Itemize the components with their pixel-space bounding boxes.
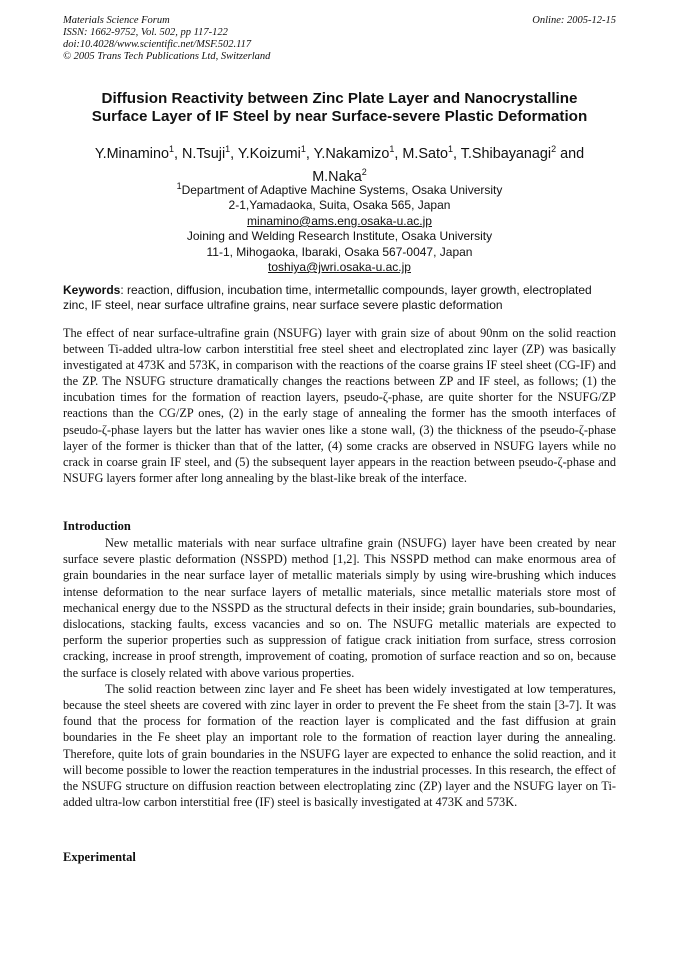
doi-line[interactable]: doi:10.4028/www.scientific.net/MSF.502.117 xyxy=(63,39,252,50)
affiliations xyxy=(63,179,616,275)
issn-line: ISSN: 1662-9752, Vol. 502, pp 117-122 xyxy=(63,27,228,38)
affiliation-1-address: 2-1,Yamadaoka, Suita, Osaka 565, Japan xyxy=(228,198,451,213)
affiliation-1-email-link[interactable]: minamino@ams.eng.osaka-u.ac.jp xyxy=(247,213,432,228)
author: Y.Minamino$^1$, xyxy=(94,144,182,162)
section-heading-introduction: Introduction xyxy=(63,519,131,533)
author: M.Sato$^1$, xyxy=(402,144,461,162)
keywords-label: Keywords xyxy=(63,283,121,297)
section-heading-experimental: Experimental xyxy=(63,850,136,864)
journal-name: Materials Science Forum xyxy=(63,15,170,26)
intro-paragraph-1: New metallic materials with near surface ultrafine grain (NSUFG) layer have been created by near surface severe plastic deformation (NSSPD) method [1,2]. This NSSPD method can make enormous area of grain boundaries in the near surface layer of metallic materials simply by using wire-brushing which induces intense deformation to the near surface layers of metallic materials, since metallic materials store most of mechanical energy due to the NSSPD as the structural defects in their inside; grain boundaries, sub-boundaries, dislocations, stacking faults, excess vacancies and so on. The NSUFG metallic materials are expected to perform the superior properties such as suppression of fatigue crack initiation from surface, stress corrosion cracking, increase in proof strength, improvement of coating, promotion of surface reaction and so on, because the surface is closely related with above various properties. xyxy=(63,536,616,680)
author: Y.Nakamizo$^1$, xyxy=(313,144,403,162)
abstract: The effect of near surface-ultrafine grain (NSUFG) layer with grain size of about 90nm on the solid reaction between Ti-added ultra-low carbon interstitial free steel sheet and electroplated zinc layer (ZP) was basically investigated at 473K and 573K, in comparison with the reactions of the coarse grains IF steel sheet (CG-IF) and the ZP. The NSUFG structure dramatically changes the reactions between ZP and IF steel, as follows; (1) the incubation times for the formation of reaction layers, pseudo-ζ-phase, are quite shorter for the NSUFG/ZP reactions than the CG/ZP ones, (2) in the early stage of annealing the former has the smooth interfaces of pseudo-ζ-phase layers but the latter has wavier ones like a stone wall, (3) the thickness of the pseudo-ζ-phase layer of the former is thicker than that of the latter, (4) some cracks are observed in NSUFG layers while no crack in coarse grain IF steel, and (5) the subsequent layer appears in the reaction between pseudo-ζ-phase and NSUFG layers former after long annealing by the blast-like break of the interface. xyxy=(63,326,616,485)
affiliation-2-address: 11-1, Mihogaoka, Ibaraki, Osaka 567-0047, Japan xyxy=(206,244,473,259)
author: Y.Koizumi$^1$, xyxy=(237,144,314,162)
affiliation-2-dept: Joining and Welding Research Institute, Osaka University xyxy=(186,229,493,244)
affiliation-2-email-link[interactable]: toshiya@jwri.osaka-u.ac.jp xyxy=(268,260,411,275)
author: M.Naka$^2$ xyxy=(312,166,367,185)
introduction-body xyxy=(63,535,616,810)
keywords-text: : reaction, diffusion, incubation time, intermetallic compounds, layer growth, electroplated zinc, IF steel, near surface ultrafine grains, near surface severe plastic deformation xyxy=(63,283,592,312)
keywords xyxy=(63,283,616,313)
online-date: Online: 2005-12-15 xyxy=(532,15,616,26)
title-line-1: Diffusion Reactivity between Zinc Plate Layer and Nanocrystalline xyxy=(101,90,578,107)
title-line-2: Surface Layer of IF Steel by near Surface-severe Plastic Deformation xyxy=(91,108,588,125)
author: N.Tsuji$^1$, xyxy=(181,144,238,162)
affiliation-1-dept: $^1$Department of Adaptive Machine Systems, Osaka University xyxy=(176,181,503,197)
intro-paragraph-2: The solid reaction between zinc layer and Fe sheet has been widely investigated at low temperatures, because the steel sheets are covered with zinc layer in order to prevent the Fe sheet from the stain [3-7]. It was found that the process for formation of the reaction layer is complicated and the fast diffusion at grain boundaries in the Fe sheet play an important role to the formation of reaction layer during the annealing. Therefore, quite lots of grain boundaries in the NSUFG layer are expected to enhance the solid reaction, and it will become possible to lower the reaction temperatures in the industrial processes. In this research, the effect of the NSUFG structure on diffusion reaction between electroplating zinc (ZP) layer and the NSUFG layer on Ti-added ultra-low carbon interstitial free (IF) steel is basically investigated at 473K and 573K. xyxy=(63,681,616,810)
author: T.Shibayanagi$^2$ and xyxy=(460,144,585,162)
journal-header xyxy=(63,15,616,63)
copyright-line: © 2005 Trans Tech Publications Ltd, Switzerland xyxy=(63,51,271,62)
paper-title xyxy=(63,90,616,126)
